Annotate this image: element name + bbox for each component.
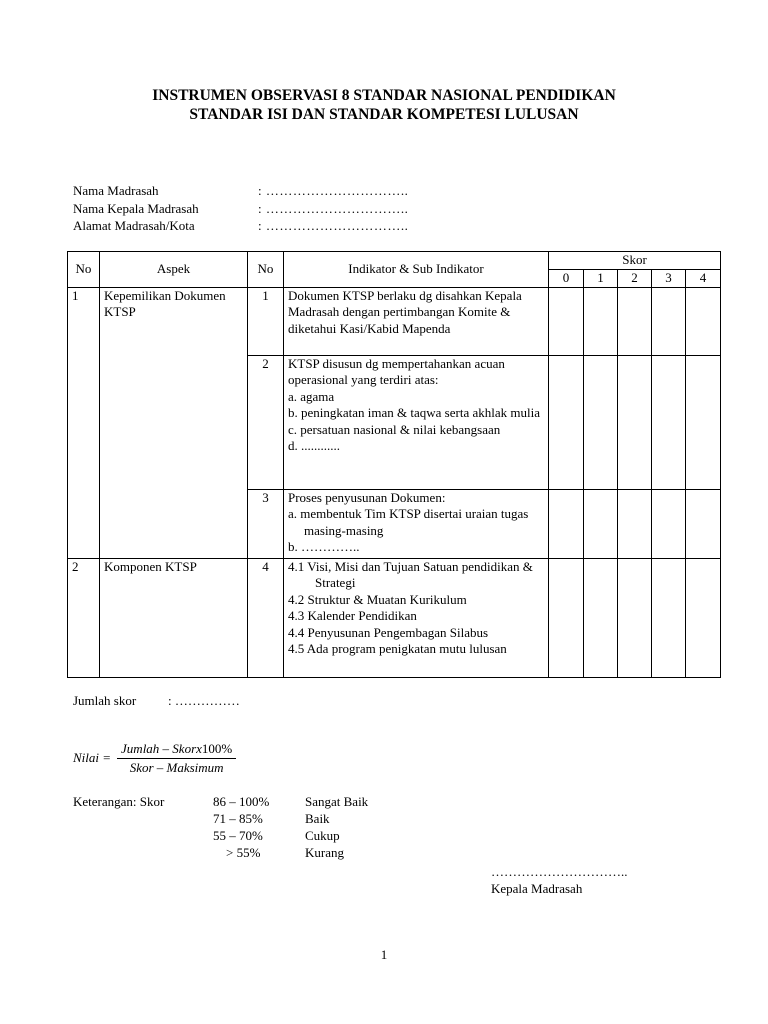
indikator-text	[284, 355, 549, 489]
info-row-nama-madrasah	[73, 183, 408, 201]
score-cell[interactable]	[652, 558, 686, 677]
header-no: No	[68, 252, 100, 288]
score-cell[interactable]	[618, 558, 652, 677]
info-value: : …………………………..	[258, 218, 409, 233]
info-value: : …………………………..	[258, 183, 409, 198]
score-cell[interactable]	[686, 558, 721, 677]
formula-numerator	[117, 741, 236, 759]
score-cell[interactable]	[652, 287, 686, 355]
row-no: 2	[68, 558, 100, 677]
indikator-no: 2	[248, 355, 284, 489]
keterangan-range: 55 – 70%	[213, 828, 263, 843]
header-indikator: Indikator & Sub Indikator	[284, 252, 549, 288]
signature-role: Kepala Madrasah	[491, 881, 583, 896]
sub-indikator: 4.3 Kalender Pendidikan	[288, 608, 417, 623]
info-row-alamat	[73, 218, 408, 236]
indikator-intro: KTSP disusun dg mempertahankan acuan operasional yang terdiri atas:	[288, 355, 505, 387]
keterangan-desc: Baik	[305, 811, 330, 826]
row-aspek: Kepemilikan Dokumen KTSP	[100, 287, 248, 558]
row-no: 1	[68, 287, 100, 558]
indikator-text	[284, 489, 549, 558]
signature-block	[491, 864, 628, 898]
score-cell[interactable]	[618, 489, 652, 558]
row-aspek: Komponen KTSP	[100, 558, 248, 677]
sub-indikator: 4.2 Struktur & Muatan Kurikulum	[288, 591, 467, 607]
info-label: Alamat Madrasah/Kota	[73, 218, 195, 233]
header-score-1: 1	[584, 270, 618, 288]
info-row-nama-kepala	[73, 201, 408, 219]
table-row	[68, 558, 721, 677]
sub-indikator: 4.1 Visi, Misi dan Tujuan Satuan pendidikan & Strategi	[288, 558, 533, 590]
formula-fraction	[117, 741, 236, 776]
sub-indikator: d. ............	[288, 438, 340, 453]
keterangan-row	[73, 845, 368, 862]
score-cell[interactable]	[618, 287, 652, 355]
table-row	[68, 287, 721, 355]
sub-indikator: c. persatuan nasional & nilai kebangsaan	[288, 421, 501, 437]
header-aspek: Aspek	[100, 252, 248, 288]
keterangan-range: > 55%	[226, 845, 261, 860]
score-cell[interactable]	[652, 355, 686, 489]
score-cell[interactable]	[686, 489, 721, 558]
keterangan-desc: Cukup	[305, 828, 340, 843]
score-cell[interactable]	[584, 558, 618, 677]
formula-lhs: Nilai =	[73, 750, 112, 766]
jumlah-value: : ……………	[168, 693, 240, 708]
indikator-no: 1	[248, 287, 284, 355]
keterangan-row	[73, 828, 368, 845]
header-score-4: 4	[686, 270, 721, 288]
score-cell[interactable]	[652, 489, 686, 558]
indikator-no: 4	[248, 558, 284, 677]
info-value: : …………………………..	[258, 200, 409, 216]
header-no-indikator: No	[248, 252, 284, 288]
formula-percent: 100%	[201, 741, 233, 756]
score-cell[interactable]	[549, 287, 584, 355]
jumlah-label: Jumlah skor	[73, 693, 137, 708]
sub-indikator: a. agama	[288, 388, 335, 404]
score-cell[interactable]	[584, 489, 618, 558]
header-skor: Skor	[549, 252, 721, 270]
info-label: Nama Kepala Madrasah	[73, 200, 199, 216]
observation-table	[67, 251, 721, 678]
keterangan-desc: Sangat Baik	[305, 794, 369, 809]
keterangan-desc: Kurang	[305, 845, 344, 860]
score-cell[interactable]	[584, 287, 618, 355]
score-cell[interactable]	[549, 489, 584, 558]
score-cell[interactable]	[584, 355, 618, 489]
sub-indikator: b. …………..	[288, 539, 360, 554]
info-label: Nama Madrasah	[73, 183, 159, 198]
score-cell[interactable]	[618, 355, 652, 489]
indikator-text: Dokumen KTSP berlaku dg disahkan Kepala Madrasah dengan pertimbangan Komite & diketahui Kasi/Kabid Mapenda	[284, 287, 549, 355]
keterangan-row	[73, 811, 368, 828]
sub-indikator: b. peningkatan iman & taqwa serta akhlak mulia	[288, 405, 540, 420]
document-title-line-2: STANDAR ISI DAN STANDAR KOMPETESI LULUSAN	[189, 106, 579, 123]
keterangan-range: 71 – 85%	[213, 811, 263, 826]
signature-dots: …………………………..	[491, 864, 628, 879]
document-title-line-1: INSTRUMEN OBSERVASI 8 STANDAR NASIONAL PENDIDIKAN	[152, 87, 616, 104]
nilai-formula	[73, 741, 236, 776]
keterangan-range: 86 – 100%	[213, 794, 270, 809]
score-cell[interactable]	[686, 355, 721, 489]
page-number: 1	[380, 947, 388, 962]
formula-denominator: Skor – Maksimum	[129, 760, 224, 775]
sub-indikator: a. membentuk Tim KTSP disertai uraian tugas masing-masing	[288, 506, 529, 538]
header-score-3: 3	[652, 270, 686, 288]
keterangan-row	[73, 794, 368, 811]
indikator-text	[284, 558, 549, 677]
sub-indikator: 4.4 Penyusunan Pengembagan Silabus	[288, 624, 489, 640]
header-score-2: 2	[618, 270, 652, 288]
school-info	[73, 183, 408, 236]
score-cell[interactable]	[549, 355, 584, 489]
score-cell[interactable]	[549, 558, 584, 677]
header-score-0: 0	[549, 270, 584, 288]
keterangan-skor	[73, 794, 368, 862]
indikator-intro: Proses penyusunan Dokumen:	[288, 489, 446, 505]
score-cell[interactable]	[686, 287, 721, 355]
keterangan-label: Keterangan: Skor	[73, 794, 165, 809]
sub-indikator: 4.5 Ada program penigkatan mutu lulusan	[288, 641, 507, 656]
indikator-no: 3	[248, 489, 284, 558]
formula-numerator-text: Jumlah – Skorx	[121, 741, 202, 756]
jumlah-skor	[73, 693, 240, 710]
